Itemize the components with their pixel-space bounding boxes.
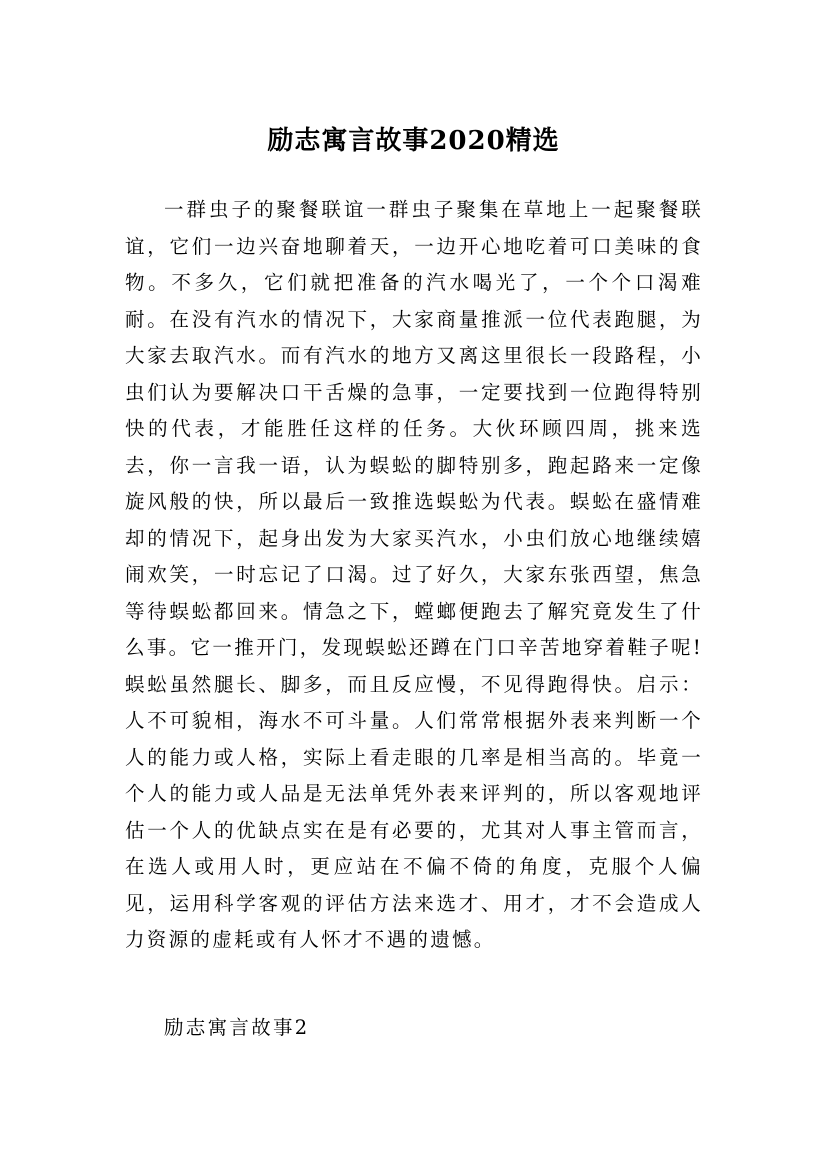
section-heading: 励志寓言故事2 — [164, 1016, 310, 1039]
body-paragraph: 一群虫子的聚餐联谊一群虫子聚集在草地上一起聚餐联谊，它们一边兴奋地聊着天，一边开心地吃着可口美味的食物。不多久，它们就把准备的汽水喝光了，一个个口渴难耐。在没有汽水的情况下，大家商量推派一位代表跑腿，为大家去取汽水。而有汽水的地方又离这里很长一段路程，小虫们认为要解决口干舌燥的急事，一定要找到一位跑得特别快的代表，才能胜任这样的任务。大伙环顾四周，挑来选去，你一言我一语，认为蜈蚣的脚特别多，跑起路来一定像旋风般的快，所以最后一致推选蜈蚣为代表。蜈蚣在盛情难却的情况下，起身出发为大家买汽水，小虫们放心地继续嬉闹欢笑，一时忘记了口渴。过了好久，大家东张西望，焦急等待蜈蚣都回来。情急之下，螳螂便跑去了解究竟发生了什么事。它一推开门，发现蜈蚣还蹲在门口辛苦地穿着鞋子呢!蜈蚣虽然腿长、脚多，而且反应慢，不见得跑得快。启示：人不可貌相，海水不可斗量。人们常常根据外表来判断一个人的能力或人格，实际上看走眼的几率是相当高的。毕竟一个人的能力或人品是无法单凭外表来评判的，所以客观地评估一个人的优缺点实在是有必要的，尤其对人事主管而言，在选人或用人时，更应站在不偏不倚的角度，克服个人偏见，运用科学客观的评估方法来选才、用才，才不会造成人力资源的虚耗或有人怀才不遇的遗憾。 — [125, 198, 703, 951]
page-title: 励志寓言故事2020精选 — [267, 126, 560, 157]
